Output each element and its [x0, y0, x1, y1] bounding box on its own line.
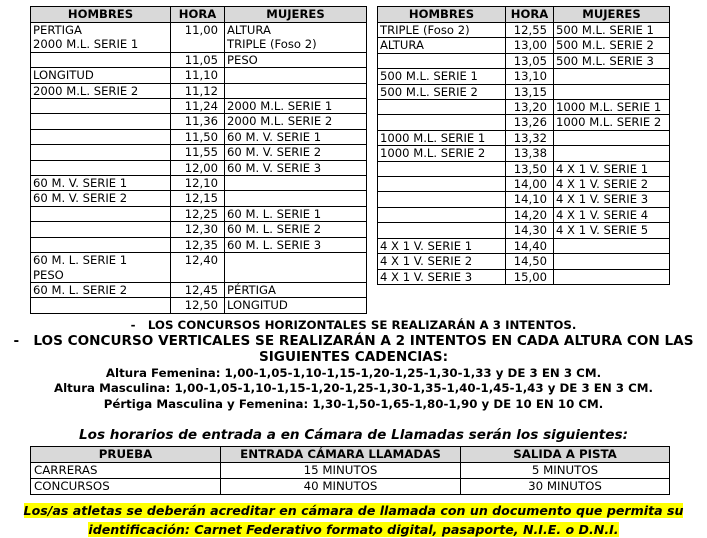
table-row: [31, 298, 367, 313]
cell-women: [225, 68, 367, 83]
cell-time: 13,26: [506, 115, 554, 130]
cell-time: 12,45: [171, 282, 225, 297]
accreditation-notice: [0, 500, 707, 538]
col-header-time: HORA: [506, 7, 554, 23]
table-row: [31, 129, 367, 144]
cell-time: 15,00: [506, 269, 554, 284]
cell-time: 14,40: [506, 238, 554, 253]
table-row: [378, 115, 670, 130]
table-row: [31, 222, 367, 237]
notice-line-1: Los/as atletas se deberán acreditar en cámara de llamada con un documento que permita su: [23, 503, 684, 518]
cell-time: 11,10: [171, 68, 225, 83]
table-row: [378, 207, 670, 222]
callroom-table: [30, 446, 670, 495]
table-row: [378, 238, 670, 253]
table-row: [378, 38, 670, 53]
cell-time: 13,50: [506, 161, 554, 176]
cell-men: [378, 115, 506, 130]
cell-men: TRIPLE (Foso 2): [378, 23, 506, 38]
cell-time: 11,55: [171, 145, 225, 160]
note-text: LOS CONCURSO VERTICALES SE REALIZARÁN A 2 INTENTOS EN CADA ALTURA CON LAS: [33, 333, 694, 349]
table-row: [378, 254, 670, 269]
cell-men: 4 X 1 V. SERIE 2: [378, 254, 506, 269]
cell-time: 13,38: [506, 146, 554, 161]
cell-women: PÉRTIGA: [225, 282, 367, 297]
cell-time: 14,20: [506, 207, 554, 222]
note-pole-vault: Pértiga Masculina y Femenina: 1,30-1,50-1,65-1,80-1,90 y DE 10 EN 10 CM.: [103, 397, 604, 411]
schedule-table-left: [30, 6, 367, 314]
table-row: [31, 99, 367, 114]
cell-time: 12,00: [171, 160, 225, 175]
cell-time: 13,32: [506, 130, 554, 145]
cell-men: ALTURA: [378, 38, 506, 53]
cell-exit: 5 MINUTOS: [461, 463, 670, 479]
cell-time: 12,50: [171, 298, 225, 313]
table-row: [31, 114, 367, 129]
cell-women: 500 M.L. SERIE 3: [554, 53, 670, 68]
col-header-men: HOMBRES: [31, 7, 171, 23]
cell-men: [31, 222, 171, 237]
table-row: [378, 223, 670, 238]
cell-women: 60 M. V. SERIE 2: [225, 145, 367, 160]
cell-men: 60 M. V. SERIE 1: [31, 176, 171, 191]
col-header-women: MUJERES: [225, 7, 367, 23]
cell-time: 14,30: [506, 223, 554, 238]
cell-exit: 30 MINUTOS: [461, 479, 670, 495]
cell-men: [31, 206, 171, 221]
cell-time: 13,15: [506, 84, 554, 99]
cell-time: 13,05: [506, 53, 554, 68]
table-row: [378, 161, 670, 176]
cell-men: [378, 177, 506, 192]
cell-women: [225, 253, 367, 283]
cell-men: [378, 223, 506, 238]
cell-women: [225, 83, 367, 98]
cell-men: 1000 M.L. SERIE 2: [378, 146, 506, 161]
cell-men: [378, 53, 506, 68]
note-text: LOS CONCURSOS HORIZONTALES SE REALIZARÁN A 3 INTENTOS.: [147, 318, 577, 332]
cell-women: ALTURA TRIPLE (Foso 2): [225, 23, 367, 53]
cell-women: [554, 238, 670, 253]
cell-men: LONGITUD: [31, 68, 171, 83]
cell-time: 14,50: [506, 254, 554, 269]
cell-time: 11,50: [171, 129, 225, 144]
table-row: [31, 52, 367, 67]
cell-men: [31, 145, 171, 160]
cell-time: 13,20: [506, 100, 554, 115]
col-header-event: PRUEBA: [31, 447, 221, 463]
col-header-women: MUJERES: [554, 7, 670, 23]
table-header-row: [31, 447, 670, 463]
table-row: [31, 23, 367, 53]
table-row: [31, 463, 670, 479]
cell-women: [554, 130, 670, 145]
cell-women: 4 X 1 V. SERIE 2: [554, 177, 670, 192]
cell-women: [554, 254, 670, 269]
cell-men: 4 X 1 V. SERIE 3: [378, 269, 506, 284]
cell-time: 12,30: [171, 222, 225, 237]
cell-men: [31, 160, 171, 175]
cell-women: 60 M. L. SERIE 3: [225, 237, 367, 252]
cell-event: CARRERAS: [31, 463, 221, 479]
cell-men: [31, 237, 171, 252]
cell-women: 4 X 1 V. SERIE 1: [554, 161, 670, 176]
table-row: [31, 237, 367, 252]
notice-line-2: identificación: Carnet Federativo formato digital, pasaporte, N.I.E. o D.N.I.: [88, 522, 619, 537]
cell-time: 13,00: [506, 38, 554, 53]
table-row: [378, 146, 670, 161]
cell-event: CONCURSOS: [31, 479, 221, 495]
cell-men: 60 M. L. SERIE 2: [31, 282, 171, 297]
cell-women: 500 M.L. SERIE 2: [554, 38, 670, 53]
table-row: [378, 269, 670, 284]
table-row: [31, 160, 367, 175]
table-row: [31, 176, 367, 191]
col-header-entry: ENTRADA CÁMARA LLAMADAS: [221, 447, 461, 463]
cell-time: 12,55: [506, 23, 554, 38]
note-high-jump-women: Altura Femenina: 1,00-1,05-1,10-1,15-1,20-1,25-1,30-1,33 y DE 3 EN 3 CM.: [105, 366, 602, 380]
cell-men: PERTIGA 2000 M.L. SERIE 1: [31, 23, 171, 53]
bullet-dash: -: [130, 318, 136, 332]
cell-men: [31, 298, 171, 313]
col-header-exit: SALIDA A PISTA: [461, 447, 670, 463]
cell-men: [378, 207, 506, 222]
note-high-jump-men: Altura Masculina: 1,00-1,05-1,10-1,15-1,20-1,25-1,30-1,35-1,40-1,45-1,43 y DE 3 EN 3 CM.: [53, 381, 654, 395]
cell-time: 12,40: [171, 253, 225, 283]
cell-women: [554, 269, 670, 284]
col-header-men: HOMBRES: [378, 7, 506, 23]
cell-time: 11,00: [171, 23, 225, 53]
cell-women: 2000 M.L. SERIE 2: [225, 114, 367, 129]
table-header-row: [31, 7, 367, 23]
cell-men: 60 M. V. SERIE 2: [31, 191, 171, 206]
table-row: [378, 69, 670, 84]
cell-time: 11,12: [171, 83, 225, 98]
cell-women: 4 X 1 V. SERIE 5: [554, 223, 670, 238]
cell-women: 4 X 1 V. SERIE 4: [554, 207, 670, 222]
table-row: [378, 192, 670, 207]
table-row: [378, 177, 670, 192]
cell-time: 14,00: [506, 177, 554, 192]
cell-women: PESO: [225, 52, 367, 67]
cell-men: [31, 52, 171, 67]
cell-men: [378, 192, 506, 207]
cell-men: [31, 114, 171, 129]
cell-men: 2000 M.L. SERIE 2: [31, 83, 171, 98]
note-cadences-heading: SIGUIENTES CADENCIAS:: [258, 349, 449, 365]
callroom-title: Los horarios de entrada a en Cámara de Llamadas serán los siguientes:: [78, 427, 629, 443]
cell-women: 500 M.L. SERIE 1: [554, 23, 670, 38]
cell-women: [554, 69, 670, 84]
cell-time: 12,15: [171, 191, 225, 206]
col-header-time: HORA: [171, 7, 225, 23]
table-row: [31, 191, 367, 206]
table-row: [31, 68, 367, 83]
table-row: [378, 53, 670, 68]
cell-men: 1000 M.L. SERIE 1: [378, 130, 506, 145]
table-row: [31, 206, 367, 221]
cell-women: 1000 M.L. SERIE 1: [554, 100, 670, 115]
cell-time: 12,10: [171, 176, 225, 191]
cell-men: [378, 100, 506, 115]
table-header-row: [378, 7, 670, 23]
table-row: [31, 479, 670, 495]
table-row: [378, 84, 670, 99]
cell-time: 14,10: [506, 192, 554, 207]
note-horizontal-attempts: [0, 318, 707, 333]
cell-women: [225, 176, 367, 191]
cell-women: 60 M. V. SERIE 3: [225, 160, 367, 175]
cell-entry: 15 MINUTOS: [221, 463, 461, 479]
cell-men: 60 M. L. SERIE 1 PESO: [31, 253, 171, 283]
bullet-dash: -: [13, 333, 20, 349]
cell-women: [225, 191, 367, 206]
table-row: [378, 23, 670, 38]
cell-time: 12,35: [171, 237, 225, 252]
table-row: [31, 145, 367, 160]
cell-men: 4 X 1 V. SERIE 1: [378, 238, 506, 253]
cell-men: 500 M.L. SERIE 2: [378, 84, 506, 99]
note-vertical-attempts: [0, 333, 707, 349]
cell-men: 500 M.L. SERIE 1: [378, 69, 506, 84]
cell-women: 2000 M.L. SERIE 1: [225, 99, 367, 114]
cell-men: [378, 161, 506, 176]
cell-women: 60 M. V. SERIE 1: [225, 129, 367, 144]
cell-time: 13,10: [506, 69, 554, 84]
cell-time: 12,25: [171, 206, 225, 221]
cell-men: [31, 99, 171, 114]
cell-entry: 40 MINUTOS: [221, 479, 461, 495]
cell-time: 11,05: [171, 52, 225, 67]
table-row: [31, 83, 367, 98]
cell-women: 1000 M.L. SERIE 2: [554, 115, 670, 130]
cell-time: 11,36: [171, 114, 225, 129]
table-row: [378, 130, 670, 145]
cell-women: [554, 146, 670, 161]
cell-women: 60 M. L. SERIE 2: [225, 222, 367, 237]
cell-men: [31, 129, 171, 144]
cell-women: 60 M. L. SERIE 1: [225, 206, 367, 221]
table-row: [31, 282, 367, 297]
schedule-table-right: [377, 6, 670, 285]
table-row: [31, 253, 367, 283]
cell-women: LONGITUD: [225, 298, 367, 313]
table-row: [378, 100, 670, 115]
cell-women: 4 X 1 V. SERIE 3: [554, 192, 670, 207]
cell-women: [554, 84, 670, 99]
cell-time: 11,24: [171, 99, 225, 114]
